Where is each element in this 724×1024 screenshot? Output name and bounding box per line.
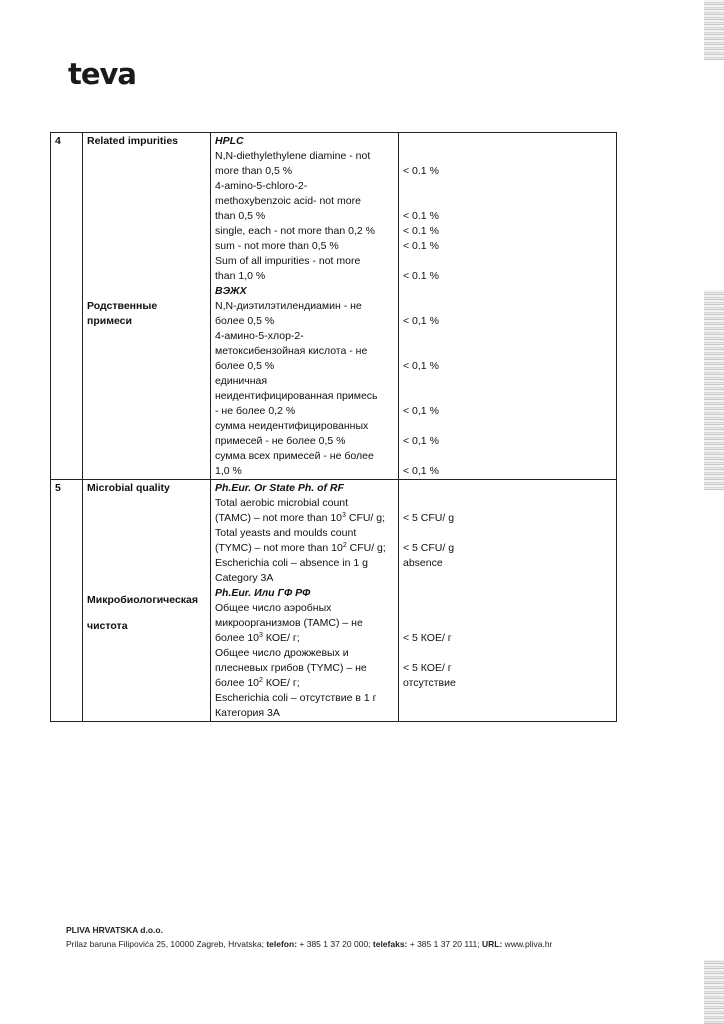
spec-line: N,N-diethylethylene diamine - not [215,150,371,162]
parameter-name-en: Related impurities [87,135,179,147]
result-line [403,374,612,389]
method-en: HPLC [215,135,244,147]
spec-line: N,N-диэтилэтилендиамин - не [215,300,362,312]
spec-line: than 0,5 % [215,210,266,222]
result-cell [399,480,617,722]
footer-fax-value: + 385 1 37 20 111; [407,939,482,949]
footer-address-line [66,939,552,949]
spec-line: 1,0 % [215,465,242,477]
method-ru: ВЭЖХ [215,285,247,297]
spec-line: 4-амино-5-хлор-2- [215,330,304,342]
result-line [403,344,612,359]
teva-logo-mark [68,58,148,94]
result-line: absence [403,557,443,569]
page-footer [66,925,552,949]
spec-line: метоксибензойная кислота - не [215,345,368,357]
result-line [403,389,612,404]
parameter-name-ru-1: Родственные [87,300,158,312]
spec-line: плесневых грибов (TYMC) – не [215,662,367,674]
spec-line: single, each - not more than 0,2 % [215,225,375,237]
parameter-name-en: Microbial quality [87,482,170,494]
result-line: < 5 КОЕ/ г [403,632,452,644]
table-row [51,480,617,722]
spec-line: сумма всех примесей - не более [215,450,374,462]
teva-logo [68,58,148,94]
result-cell [399,133,617,480]
spec-line: Escherichia coli – absence in 1 g [215,557,368,569]
result-line: < 0,1 % [403,360,439,372]
spec-line: единичная [215,375,268,387]
spec-line: Total yeasts and moulds count [215,527,357,539]
result-line: < 0,1 % [403,465,439,477]
result-line: < 0.1 % [403,270,439,282]
spec-line: сумма неидентифицированных [215,420,369,432]
parameter-name-ru-2: чистота [87,620,128,632]
row-number: 5 [51,480,83,722]
spec-line: (TYMC) – not more than $10^2$ CFU/ g; [215,542,386,554]
spec-line: более $10^3$ КОЕ/ г; [215,632,300,644]
spec-line: Общее число аэробных [215,602,332,614]
scan-edge-middle [704,290,724,490]
result-line [403,419,612,434]
spec-line: more than 0,5 % [215,165,293,177]
spec-line: Категория 3А [215,707,280,719]
scan-edge-bottom [704,960,724,1024]
spec-line: более 0,5 % [215,360,275,372]
result-line [403,329,612,344]
spec-line: sum - not more than 0,5 % [215,240,339,252]
parameter-name-ru-1: Микробиологическая [87,594,199,606]
result-line [403,149,612,164]
footer-url-value: www.pliva.hr [502,939,553,949]
result-line [403,449,612,464]
result-line: < 0,1 % [403,315,439,327]
spec-ru-lines [215,299,394,479]
footer-url-label: URL: [482,939,503,949]
spec-line: более $10^2$ КОЕ/ г; [215,677,300,689]
spec-line: примесей - не более 0,5 % [215,435,346,447]
result-line: < 5 КОЕ/ г [403,662,452,674]
result-line [403,299,612,314]
spec-line: Sum of all impurities - not more [215,255,361,267]
result-line [403,179,612,194]
spec-line: Category 3A [215,572,274,584]
spec-line: микроорганизмов (TAMC) – не [215,617,363,629]
spec-line: 4-amino-5-chloro-2- [215,180,308,192]
footer-address: Prilaz baruna Filipovića 25, 10000 Zagreb, Hrvatska; [66,939,267,949]
scan-edge-top [704,0,724,60]
result-line: < 0.1 % [403,240,439,252]
parameter-name-cell [83,133,211,480]
specification-table [50,132,617,722]
footer-tel-label: telefon: [266,939,298,949]
row-number: 4 [51,133,83,480]
method-en: Ph.Eur. Or State Ph. of RF [215,482,344,494]
result-line: < 5 CFU/ g [403,542,455,554]
result-line: отсутствие [403,677,456,689]
spec-line: неидентифицированная примесь [215,390,378,402]
footer-tel-value: + 385 1 37 20 000; [297,939,373,949]
spec-line: Общее число дрожжевых и [215,647,349,659]
footer-company: PLIVA HRVATSKA d.o.o. [66,925,163,935]
spec-line: Total aerobic microbial count [215,497,349,509]
spec-line: (TAMC) – not more than $10^3$ CFU/ g; [215,512,386,524]
parameter-name-cell [83,480,211,722]
spec-line: methoxybenzoic acid- not more [215,195,361,207]
footer-fax-label: telefaks: [372,939,408,949]
spec-line: Escherichia coli – отсутствие в 1 г [215,692,377,704]
result-line: < 0,1 % [403,405,439,417]
table-row [51,133,617,480]
result-line: < 0.1 % [403,210,439,222]
result-line [403,194,612,209]
spec-line: than 1,0 % [215,270,266,282]
spec-en-lines [215,149,394,284]
parameter-name-ru-2: примеси [87,315,132,327]
specification-cell [211,480,399,722]
svg-text:teva: teva [68,58,137,91]
result-line: < 5 CFU/ g [403,512,455,524]
result-line: < 0,1 % [403,435,439,447]
spec-line: - не более 0,2 % [215,405,296,417]
result-line [403,254,612,269]
specification-cell [211,133,399,480]
spec-line: более 0,5 % [215,315,275,327]
result-line: < 0.1 % [403,165,439,177]
method-ru: Ph.Eur. Или ГФ РФ [215,587,311,599]
result-line: < 0.1 % [403,225,439,237]
